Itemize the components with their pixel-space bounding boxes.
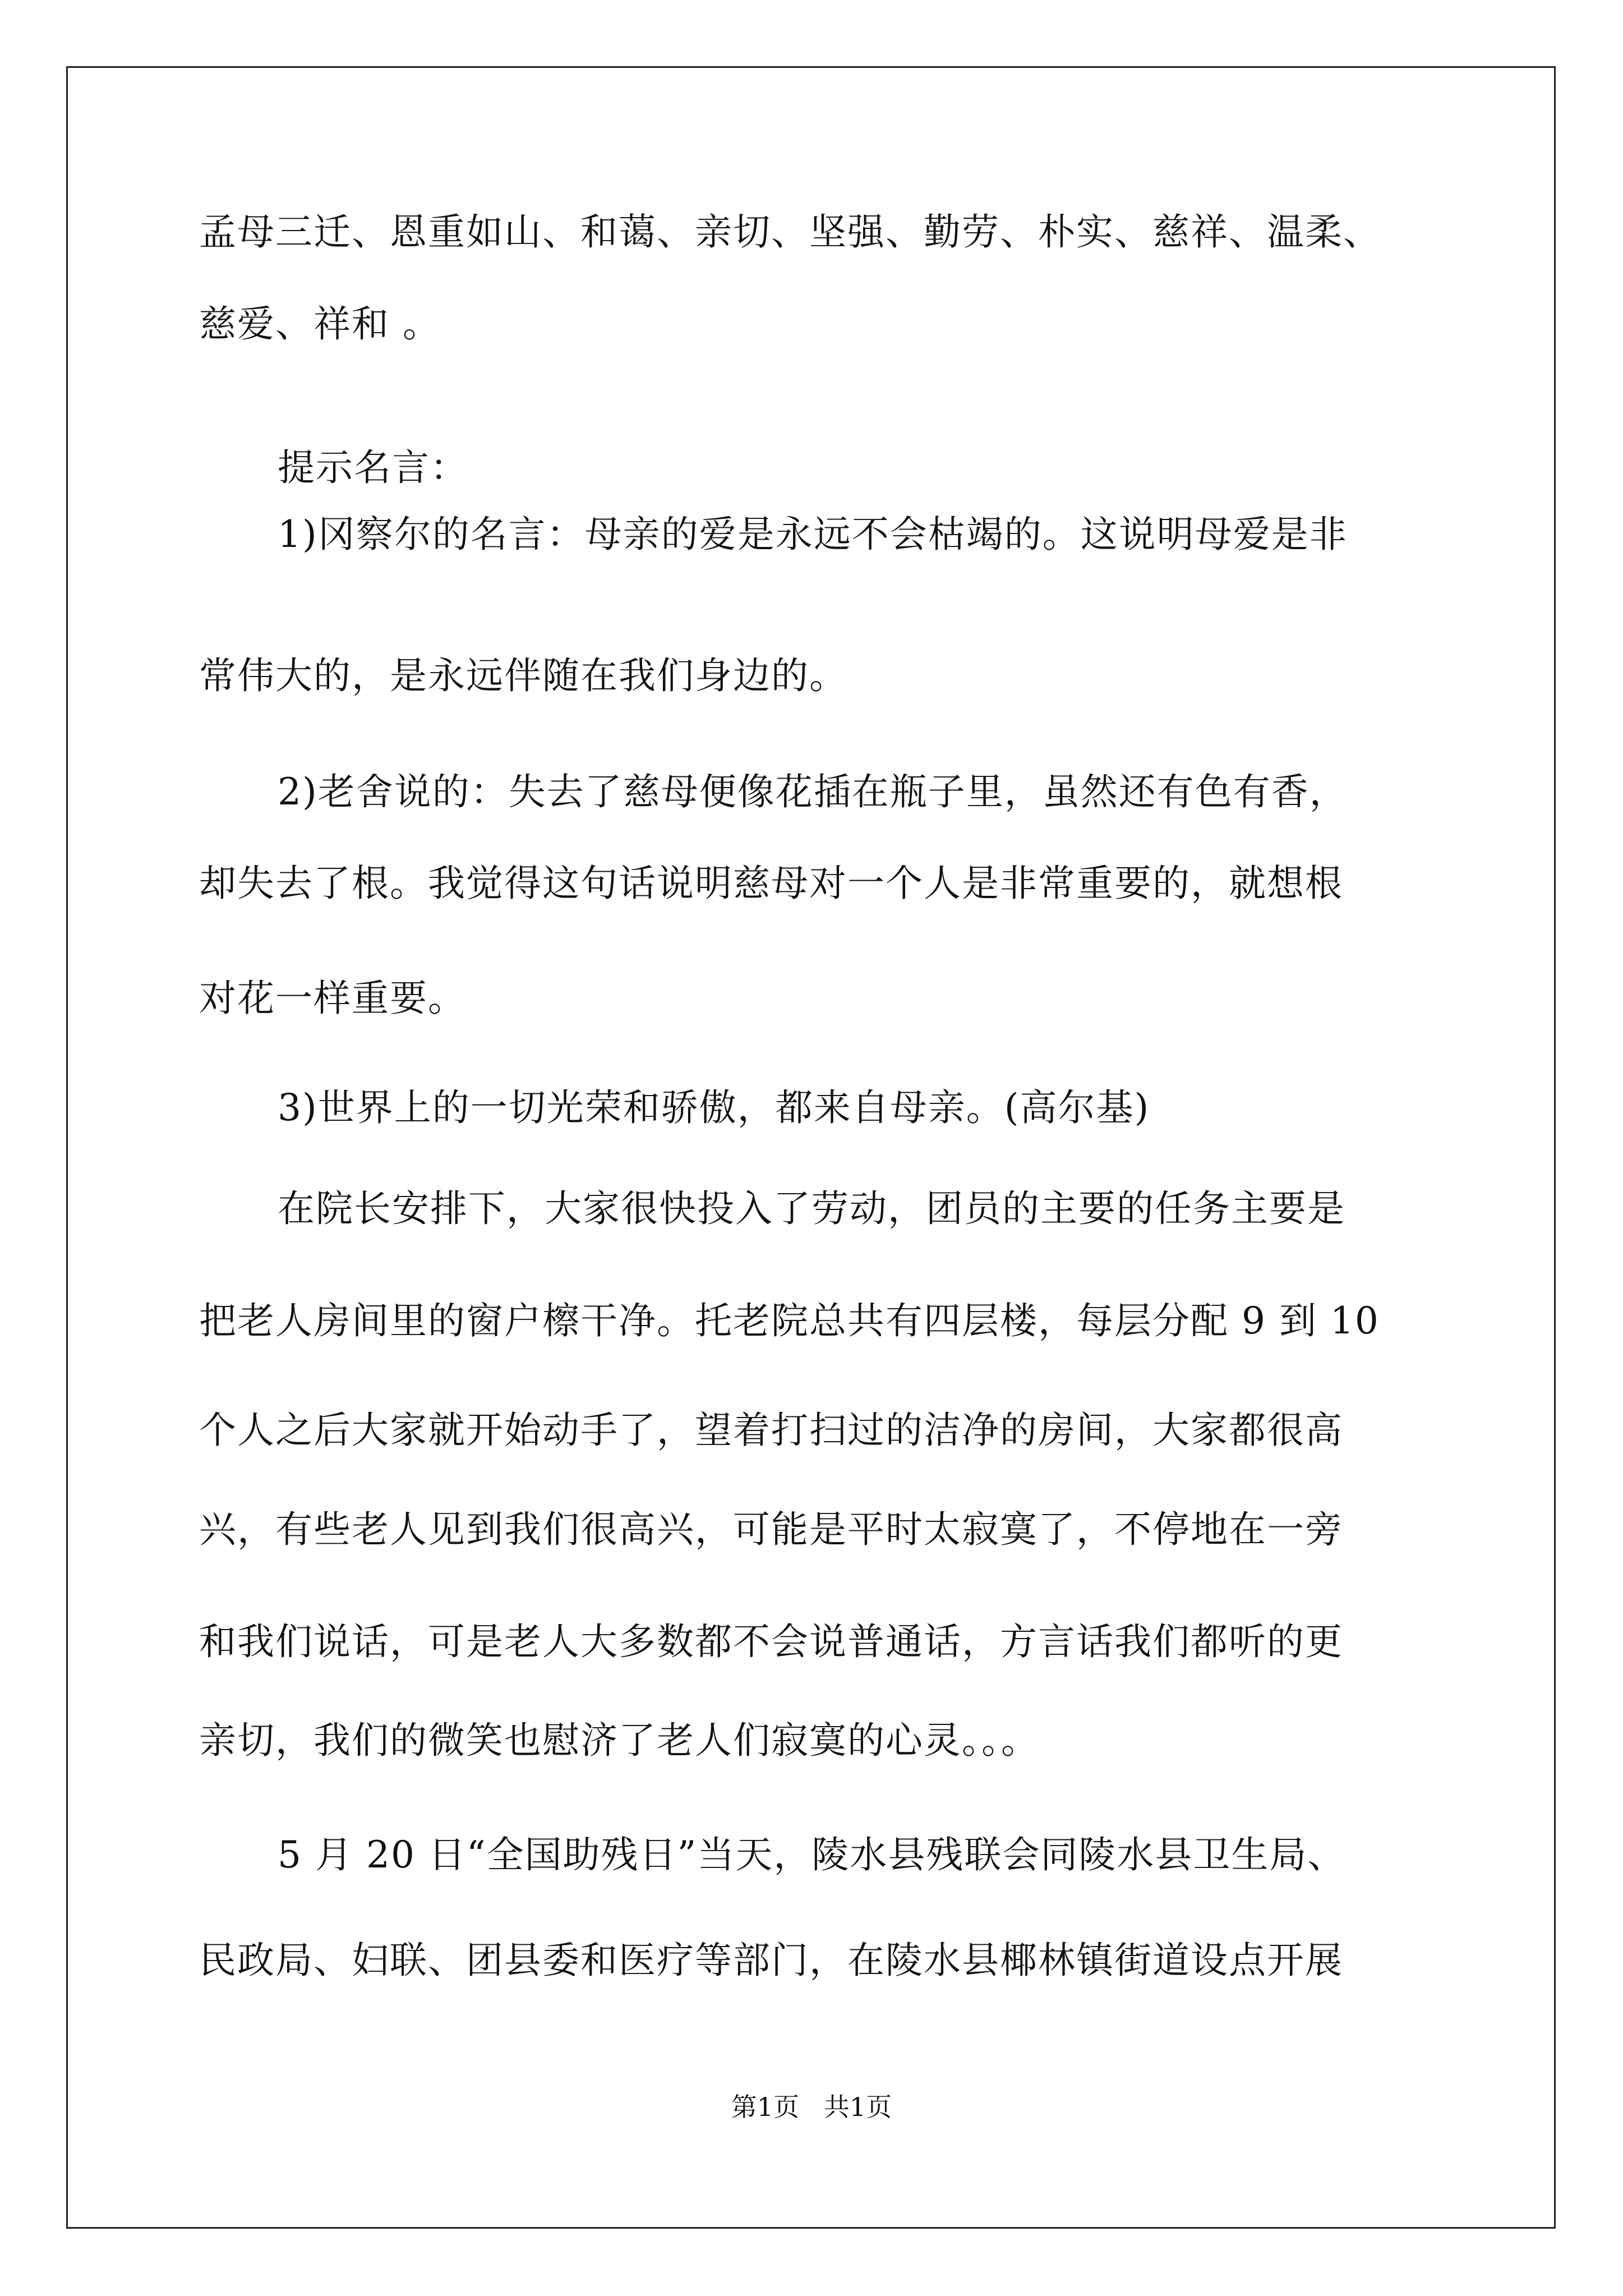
body-text-line: 和我们说话，可是老人大多数都不会说普通话，方言话我们都听的更 — [199, 1620, 1343, 1663]
body-text-line: 1)冈察尔的名言：母亲的爱是永远不会枯竭的。这说明母爱是非 — [278, 513, 1348, 556]
body-text-line: 3)世界上的一切光荣和骄傲，都来自母亲。(高尔基) — [278, 1086, 1150, 1129]
body-text-line: 亲切，我们的微笑也慰济了老人们寂寞的心灵。。。 — [199, 1719, 1039, 1762]
page-footer: 第1页 共1页 — [731, 2092, 892, 2122]
body-text-line: 个人之后大家就开始动手了，望着打扫过的洁净的房间，大家都很高 — [199, 1409, 1343, 1452]
body-text-line: 民政局、妇联、团县委和医疗等部门，在陵水县椰林镇街道设点开展 — [199, 1939, 1343, 1982]
body-text-line: 提示名言： — [278, 446, 468, 489]
body-text-line: 5 月 20 日“全国助残日”当天，陵水县残联会同陵水县卫生局、 — [278, 1833, 1346, 1876]
body-text-line: 却失去了根。我觉得这句话说明慈母对一个人是非常重要的，就想根 — [199, 862, 1343, 905]
body-text-line: 把老人房间里的窗户檫干净。托老院总共有四层楼，每层分配 9 到 10 — [199, 1299, 1380, 1342]
body-text-line: 在院长安排下，大家很快投入了劳动，团员的主要的任务主要是 — [278, 1187, 1345, 1230]
body-text-line: 慈爱、祥和 。 — [199, 302, 441, 346]
page-border — [66, 66, 1556, 2229]
body-text-line: 常伟大的，是永远伴随在我们身边的。 — [199, 654, 847, 697]
body-text-line: 对花一样重要。 — [199, 977, 466, 1020]
body-text-line: 2)老舍说的：失去了慈母便像花插在瓶子里，虽然还有色有香， — [278, 770, 1348, 813]
body-text-line: 孟母三迁、恩重如山、和蔼、亲切、坚强、勤劳、朴实、慈祥、温柔、 — [199, 210, 1381, 254]
body-text-line: 兴，有些老人见到我们很高兴，可能是平时太寂寞了，不停地在一旁 — [199, 1508, 1343, 1551]
